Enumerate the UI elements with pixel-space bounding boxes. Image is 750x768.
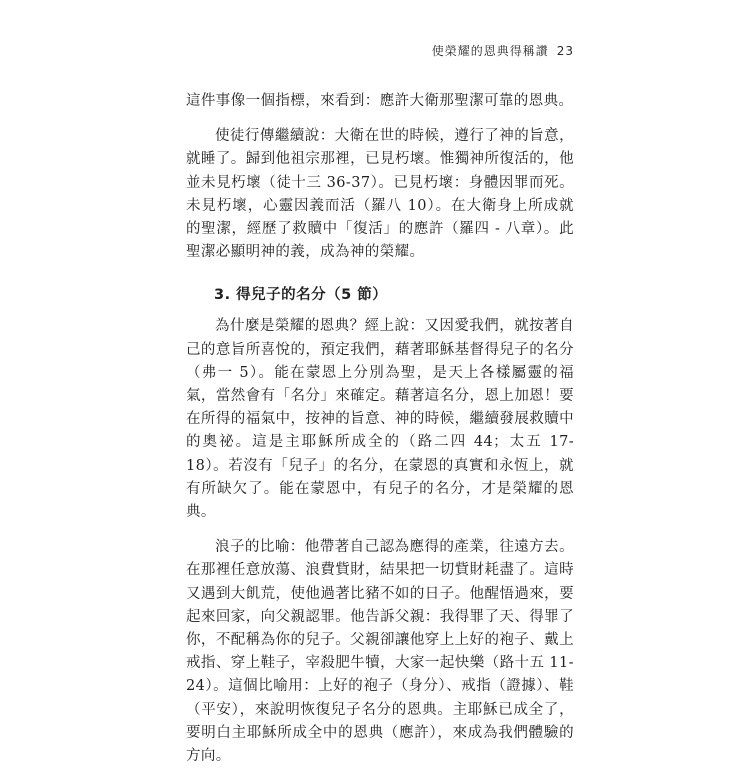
body-text bbox=[186, 90, 574, 768]
page-number: 23 bbox=[556, 44, 574, 58]
running-title: 使榮耀的恩典得稱讚 bbox=[431, 44, 549, 58]
paragraph-2: 使徒行傳繼續說：大衛在世的時候，遵行了神的旨意，就睡了。歸到他祖宗那裡，已見朽壞。惟獨神所復活的，他並未見朽壞（徒十三 36-37）。已見朽壞：身體因罪而死。未見朽壞，心靈因義而活（羅八 10）。在大衛身上所成就的聖潔，經歷了救贖中「復活」的應許（羅四 - 八章）。此聖潔必顯明神的義，成為神的榮耀。 bbox=[186, 128, 574, 261]
running-header bbox=[432, 42, 574, 59]
paragraph-1: 這件事像一個指標，來看到：應許大衛那聖潔可靠的恩典。 bbox=[186, 93, 574, 109]
section-heading: 3. 得兒子的名分（5 節） bbox=[214, 287, 388, 304]
paragraph-4: 浪子的比喻：他帶著自己認為應得的產業，往遠方去。在那裡任意放蕩、浪費貲財，結果把一切貲財耗盡了。這時又遇到大飢荒，使他過著比豬不如的日子。他醒悟過來，要起來回家，向父親認罪。他告訴父親：我得罪了天、得罪了你，不配稱為你的兒子。父親卻讓他穿上上好的袍子、戴上戒指、穿上鞋子，宰殺肥牛犢，大家一起快樂（路十五 11-24）。這個比喻用：上好的袍子（身分）、戒指（證據）、鞋（平安），來說明恢復兒子名分的恩典。主耶穌已成全了，要明白主耶穌所成全中的恩典（應許），來成為我們體驗的方向。 bbox=[186, 539, 574, 765]
paragraph-3: 為什麼是榮耀的恩典？經上說：又因愛我們，就按著自己的意旨所喜悅的，預定我們，藉著耶穌基督得兒子的名分（弗一 5）。能在蒙恩上分別為聖，是天上各樣屬靈的福氣，當然會有「名分」來確定。藉著這名分，恩上加恩！要在所得的福氣中，按神的旨意、神的時候，繼續發展救贖中的奧祕。這是主耶穌所成全的（路二四 44；太五 17-18）。若沒有「兒子」的名分，在蒙恩的真實和永恆上，就有所缺欠了。能在蒙恩中，有兒子的名分，才是榮耀的恩典。 bbox=[186, 318, 574, 521]
